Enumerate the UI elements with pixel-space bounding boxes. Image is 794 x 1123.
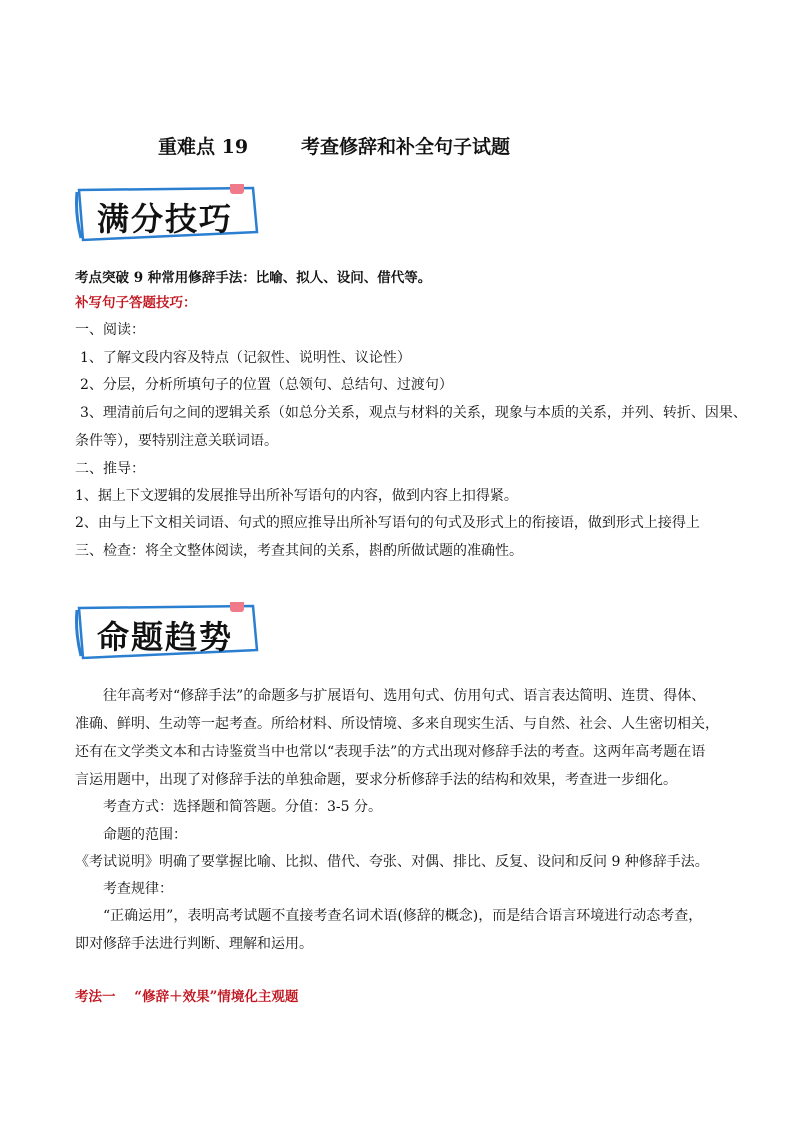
- banner-skills-label: 满分技巧: [97, 200, 234, 238]
- derive-item-1: 1、据上下文逻辑的发展推导出所补写语句的内容，做到内容上扣得紧。: [75, 488, 518, 504]
- read-head: 一、阅读：: [75, 322, 145, 338]
- trend-para-1c: 还有在文学类文本和古诗鉴赏当中也常以“表现手法”的方式出现对修辞手法的考查。这两年高考题在语: [75, 744, 706, 760]
- skills-lead: 考点突破 9 种常用修辞手法：比喻、拟人、设问、借代等。: [75, 270, 432, 286]
- paperclip-icon: [230, 602, 244, 612]
- trend-scope-head: 命题的范围：: [103, 827, 187, 843]
- trend-para-1a: 往年高考对“修辞手法”的命题多与扩展语句、选用句式、仿用句式、语言表达简明、连贯、得体、: [103, 688, 706, 704]
- banner-trend-label: 命题趋势: [97, 618, 234, 656]
- skills-subhead: 补写句子答题技巧：: [75, 295, 197, 311]
- read-item-3b: 条件等），要特别注意关联词语。: [75, 433, 278, 449]
- trend-rule-b: 即对修辞手法进行判断、理解和运用。: [75, 936, 313, 952]
- read-item-2: 2、分层，分析所填句子的位置（总领句、总结句、过渡句）: [80, 377, 453, 393]
- paperclip-icon: [230, 184, 244, 194]
- trend-para-1b: 准确、鲜明、生动等一起考查。所给材料、所设情境、多来自现实生活、与自然、社会、人生密切相关，: [75, 716, 719, 732]
- banner-skills: [75, 184, 265, 244]
- derive-item-2: 2、由与上下文相关词语、句式的照应推导出所补写语句的句式及形式上的衔接语，做到形式上接得上: [75, 515, 700, 531]
- read-item-3a: 3、理清前后句之间的逻辑关系（如总分关系，观点与材料的关系，现象与本质的关系，并列、转折、因果、: [80, 405, 747, 421]
- trend-method: 考查方式：选择题和简答题。分值：3-5 分。: [103, 799, 382, 815]
- banner-trend: [75, 602, 265, 662]
- trend-para-1d: 言运用题中，出现了对修辞手法的单独命题，要求分析修辞手法的结构和效果，考查进一步细化。: [75, 772, 677, 788]
- trend-scope: 《考试说明》明确了要掌握比喻、比拟、借代、夸张、对偶、排比、反复、设问和反问 9 种修辞手法。: [75, 854, 709, 870]
- derive-head: 二、推导：: [75, 461, 145, 477]
- method-1-heading: 考法一 “修辞＋效果”情境化主观题: [75, 989, 299, 1005]
- check-item: 三、检查：将全文整体阅读，考查其间的关系，斟酌所做试题的准确性。: [75, 543, 523, 559]
- page-title: 重难点 19 考查修辞和补全句子试题: [158, 136, 510, 158]
- trend-rule-a: “正确运用”，表明高考试题不直接考查名词术语(修辞的概念)，而是结合语言环境进行动态考查，: [103, 908, 703, 924]
- read-item-1: 1、了解文段内容及特点（记叙性、说明性、议论性）: [80, 350, 411, 366]
- trend-rule-head: 考查规律：: [103, 881, 173, 897]
